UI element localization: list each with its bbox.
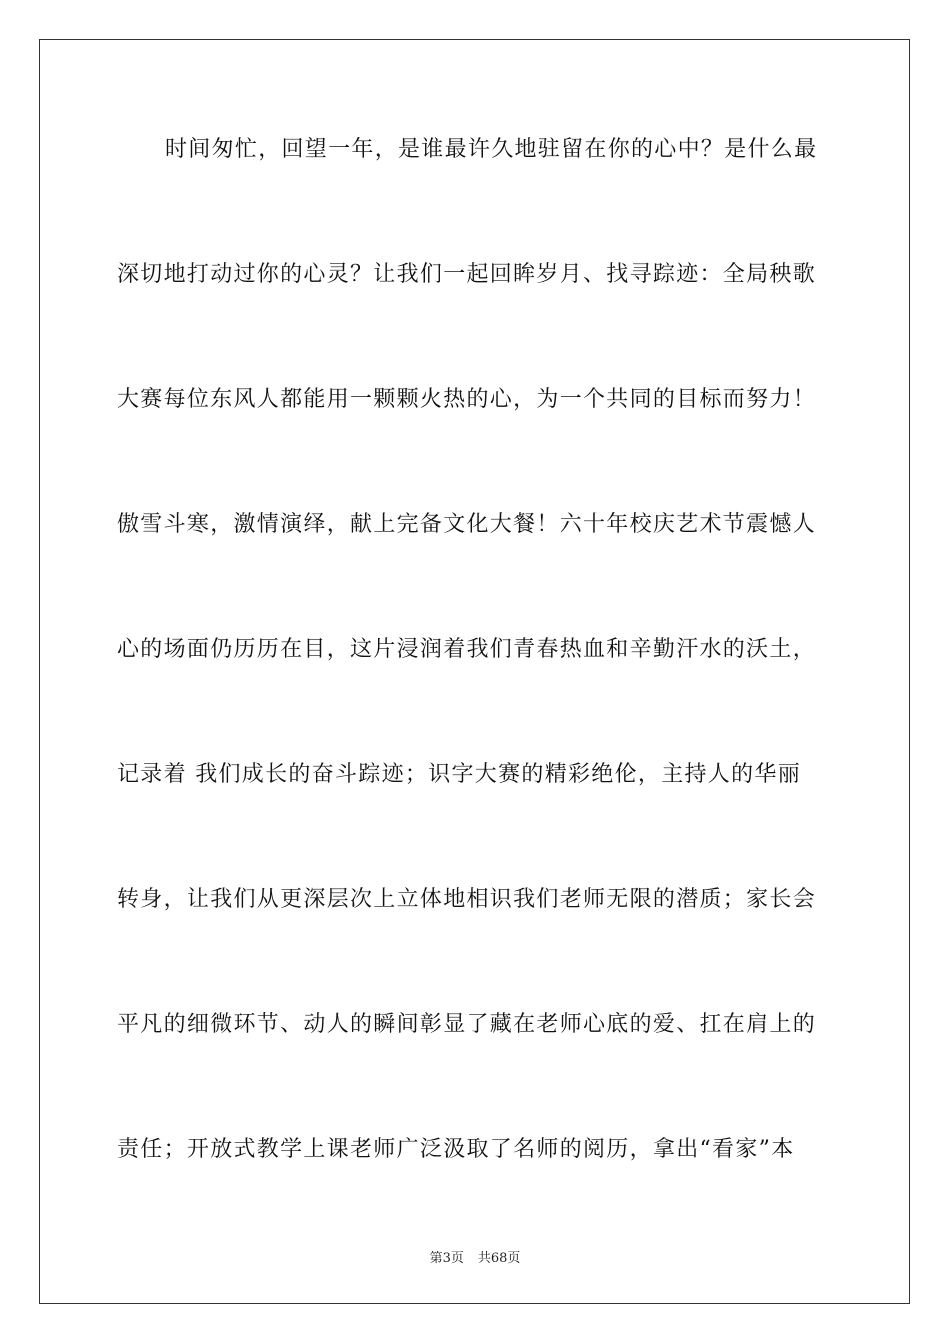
paragraph-line: 时间匆忙，回望一年，是谁最许久地驻留在你的心中？是什么最: [165, 137, 818, 162]
paragraph-line: 深切地打动过你的心灵？让我们一起回眸岁月、找寻踪迹：全局秧歌: [117, 262, 817, 287]
paragraph-line: 心的场面仍历历在目，这片浸润着我们青春热血和辛勤汗水的沃土，: [117, 637, 817, 662]
paragraph-line: 傲雪斗寒，激情演绎，献上完备文化大餐！六十年校庆艺术节震憾人: [117, 512, 817, 537]
paragraph-line: 转身，让我们从更深层次上立体地相识我们老师无限的潜质；家长会: [117, 887, 817, 912]
page-number: 第3页: [429, 1251, 464, 1266]
page-footer: [0, 1247, 950, 1266]
paragraph-line: 大赛每位东风人都能用一颗颗火热的心，为一个共同的目标而努力！: [117, 387, 817, 412]
paragraph-line: 责任；开放式教学上课老师广泛汲取了名师的阅历，拿出“看家”本: [117, 1137, 795, 1162]
paragraph-line: 记录着 我们成长的奋斗踪迹；识字大赛的精彩绝伦，主持人的华丽: [117, 762, 801, 787]
paragraph-line: 平凡的细微环节、动人的瞬间彰显了藏在老师心底的爱、扛在肩上的: [117, 1012, 817, 1037]
document-body: [117, 128, 833, 1253]
page-total: 共68页: [477, 1251, 521, 1266]
